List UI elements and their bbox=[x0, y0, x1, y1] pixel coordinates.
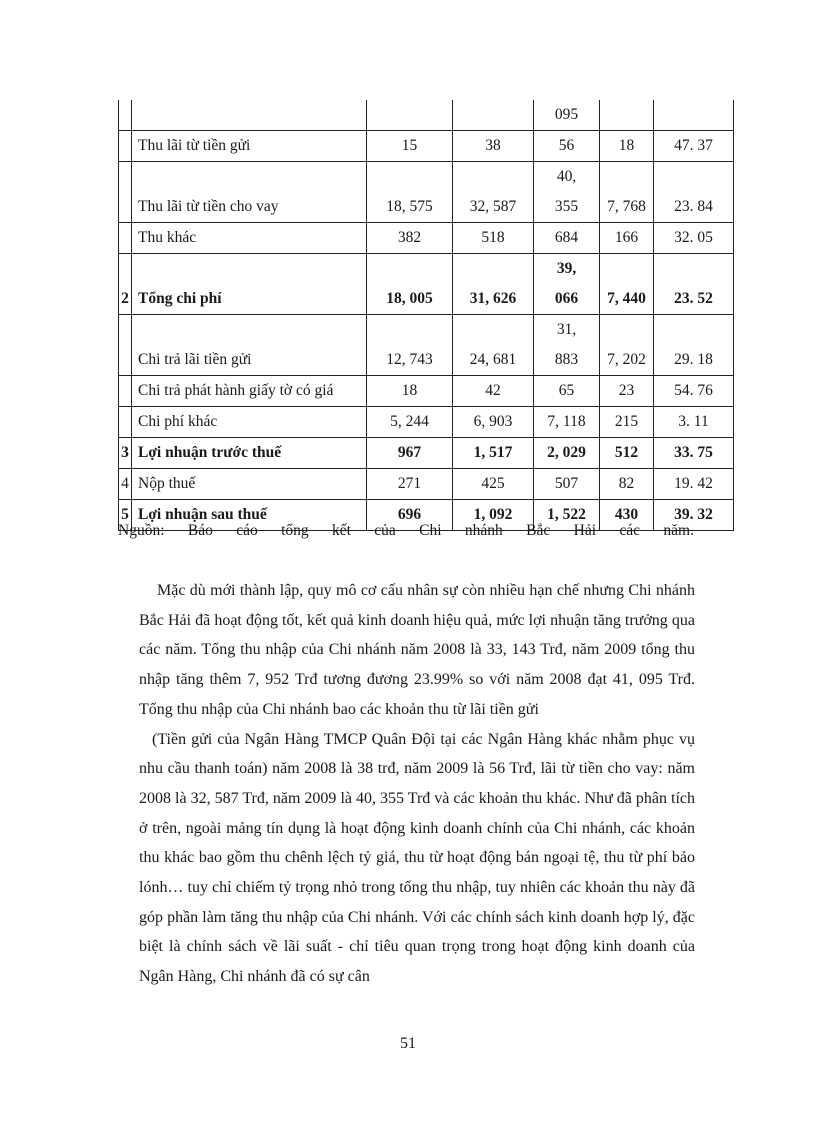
value-percent: 47. 37 bbox=[654, 131, 734, 162]
source-word: Nguồn: bbox=[118, 522, 165, 539]
value-2008: 6, 903 bbox=[453, 407, 534, 438]
financial-table bbox=[118, 100, 734, 531]
value-change: 7, 440 bbox=[600, 254, 654, 315]
page-number: 51 bbox=[400, 1035, 416, 1052]
cell-line: 7, 118 bbox=[547, 413, 586, 430]
value-2007: 18 bbox=[367, 376, 453, 407]
value-2008: 425 bbox=[453, 469, 534, 500]
value-percent: 33. 75 bbox=[654, 438, 734, 469]
value-2007: 12, 743 bbox=[367, 315, 453, 376]
table-row bbox=[119, 315, 734, 376]
value-2008 bbox=[453, 100, 534, 131]
value-change: 7, 768 bbox=[600, 162, 654, 223]
cell-line: 56 bbox=[558, 137, 575, 154]
value-2009 bbox=[534, 254, 600, 315]
cell-line: 883 bbox=[554, 351, 579, 368]
row-number: 5 bbox=[119, 500, 132, 531]
row-label: Lợi nhuận sau thuế bbox=[132, 500, 367, 531]
value-2008: 38 bbox=[453, 131, 534, 162]
value-percent: 32. 05 bbox=[654, 223, 734, 254]
cell-line: 31, bbox=[556, 321, 577, 338]
value-2007: 382 bbox=[367, 223, 453, 254]
table-row bbox=[119, 469, 734, 500]
row-number bbox=[119, 407, 132, 438]
table-row bbox=[119, 223, 734, 254]
source-word: năm. bbox=[663, 522, 694, 539]
value-change: 166 bbox=[600, 223, 654, 254]
value-percent: 29. 18 bbox=[654, 315, 734, 376]
value-change: 23 bbox=[600, 376, 654, 407]
value-percent: 54. 76 bbox=[654, 376, 734, 407]
cell-line: 65 bbox=[558, 382, 575, 399]
source-word: cáo bbox=[236, 522, 258, 539]
value-change: 82 bbox=[600, 469, 654, 500]
value-2009 bbox=[534, 407, 600, 438]
value-2009 bbox=[534, 438, 600, 469]
source-word: Báo bbox=[187, 522, 213, 539]
value-2009 bbox=[534, 100, 600, 131]
value-percent: 23. 84 bbox=[654, 162, 734, 223]
row-label: Thu lãi từ tiền cho vay bbox=[132, 162, 367, 223]
source-word: kết bbox=[331, 522, 351, 539]
value-2007: 15 bbox=[367, 131, 453, 162]
source-word: Chi bbox=[419, 522, 442, 539]
row-label: Chi trả lãi tiền gửi bbox=[132, 315, 367, 376]
value-percent: 19. 42 bbox=[654, 469, 734, 500]
row-number bbox=[119, 223, 132, 254]
value-2008: 518 bbox=[453, 223, 534, 254]
cell-line: 39, bbox=[556, 260, 577, 277]
row-label: Lợi nhuận trước thuế bbox=[132, 438, 367, 469]
row-number bbox=[119, 376, 132, 407]
value-2007: 5, 244 bbox=[367, 407, 453, 438]
body-paragraph bbox=[139, 576, 695, 992]
table-row bbox=[119, 254, 734, 315]
value-2008: 32, 587 bbox=[453, 162, 534, 223]
table-row bbox=[119, 131, 734, 162]
value-2009 bbox=[534, 315, 600, 376]
value-percent: 3. 11 bbox=[654, 407, 734, 438]
value-change: 512 bbox=[600, 438, 654, 469]
value-2008: 1, 517 bbox=[453, 438, 534, 469]
value-2007: 967 bbox=[367, 438, 453, 469]
value-2007: 696 bbox=[367, 500, 453, 531]
cell-line: 507 bbox=[554, 475, 579, 492]
value-change: 18 bbox=[600, 131, 654, 162]
value-percent bbox=[654, 100, 734, 131]
value-2008: 42 bbox=[453, 376, 534, 407]
paragraph-part-1: Mặc dù mới thành lập, quy mô cơ cấu nhân sự còn nhiều hạn chế nhưng Chi nhánh Bắc Hải đã hoạt động tốt, kết quả kinh doanh hiệu quả, mức lợi nhuận tăng trưởng qua các năm. Tổng thu nhập của Chi nhánh năm 2008 là 33, 143 Trđ, năm 2009 tổng thu nhập tăng thêm 7, 952 Trđ tương đương 23.99% so với năm 2008 đạt 41, 095 Trđ. Tổng thu nhập của Chi nhánh bao các khoản thu từ lãi tiền gửi bbox=[139, 582, 695, 718]
row-label: Nộp thuế bbox=[132, 469, 367, 500]
value-2008: 1, 092 bbox=[453, 500, 534, 531]
source-word: Bắc bbox=[526, 522, 551, 539]
value-2009 bbox=[534, 223, 600, 254]
paragraph-part-2: (Tiền gửi của Ngân Hàng TMCP Quân Đội tại các Ngân Hàng khác nhằm phục vụ nhu cầu thanh toán) năm 2008 là 38 trđ, năm 2009 là 56 Trđ, lãi từ tiền cho vay: năm 2008 là 32, 587 Trđ, năm 2009 là 40, 355 Trđ và các khoản thu khác. Như đã phân tích ở trên, ngoài mảng tín dụng là hoạt động kinh doanh chính của Chi nhánh, các khoản thu khác bao gồm thu chênh lệch tỷ giá, thu từ hoạt động bán ngoại tệ, thu từ phí bảo lónh… tuy chỉ chiếm tỷ trọng nhỏ trong tổng thu nhập, tuy nhiên các khoản thu này đã góp phần làm tăng thu nhập của Chi nhánh. Với các chính sách kinh doanh hợp lý, đặc biệt là chính sách về lãi suất - chỉ tiêu quan trọng trong hoạt động kinh doanh của Ngân Hàng, Chi nhánh đã có sự cân bbox=[139, 730, 695, 986]
source-word: tổng bbox=[281, 522, 309, 539]
value-change: 7, 202 bbox=[600, 315, 654, 376]
cell-line: 355 bbox=[554, 198, 579, 215]
cell-line: 1, 522 bbox=[547, 506, 586, 523]
value-percent: 39. 32 bbox=[654, 500, 734, 531]
row-number bbox=[119, 100, 132, 131]
cell-line: 684 bbox=[554, 229, 579, 246]
value-2007 bbox=[367, 100, 453, 131]
row-label: Chi phí khác bbox=[132, 407, 367, 438]
row-label bbox=[132, 100, 367, 131]
row-label: Tổng chi phí bbox=[132, 254, 367, 315]
table-row bbox=[119, 162, 734, 223]
value-2007: 18, 005 bbox=[367, 254, 453, 315]
row-number bbox=[119, 162, 132, 223]
row-number: 3 bbox=[119, 438, 132, 469]
table-row bbox=[119, 100, 734, 131]
value-2008: 24, 681 bbox=[453, 315, 534, 376]
cell-line: 40, bbox=[556, 168, 577, 185]
source-note bbox=[118, 522, 694, 540]
cell-line: 095 bbox=[554, 106, 579, 123]
value-2007: 271 bbox=[367, 469, 453, 500]
table-row bbox=[119, 407, 734, 438]
source-word: nhánh bbox=[464, 522, 503, 539]
value-percent: 23. 52 bbox=[654, 254, 734, 315]
value-2009 bbox=[534, 162, 600, 223]
row-number bbox=[119, 131, 132, 162]
table-row bbox=[119, 376, 734, 407]
value-2009 bbox=[534, 376, 600, 407]
value-change bbox=[600, 100, 654, 131]
row-number bbox=[119, 315, 132, 376]
value-2008: 31, 626 bbox=[453, 254, 534, 315]
source-word: các bbox=[619, 522, 641, 539]
value-2009 bbox=[534, 131, 600, 162]
row-label: Chi trả phát hành giấy tờ có giá bbox=[132, 376, 367, 407]
row-number: 2 bbox=[119, 254, 132, 315]
value-change: 215 bbox=[600, 407, 654, 438]
source-word: Hải bbox=[573, 522, 597, 539]
value-2007: 18, 575 bbox=[367, 162, 453, 223]
row-number: 4 bbox=[119, 469, 132, 500]
cell-line: 066 bbox=[554, 290, 579, 307]
source-word: của bbox=[374, 522, 396, 539]
table-row bbox=[119, 438, 734, 469]
cell-line: 2, 029 bbox=[547, 444, 586, 461]
row-label: Thu khác bbox=[132, 223, 367, 254]
row-label: Thu lãi từ tiền gửi bbox=[132, 131, 367, 162]
value-2009 bbox=[534, 469, 600, 500]
value-change: 430 bbox=[600, 500, 654, 531]
